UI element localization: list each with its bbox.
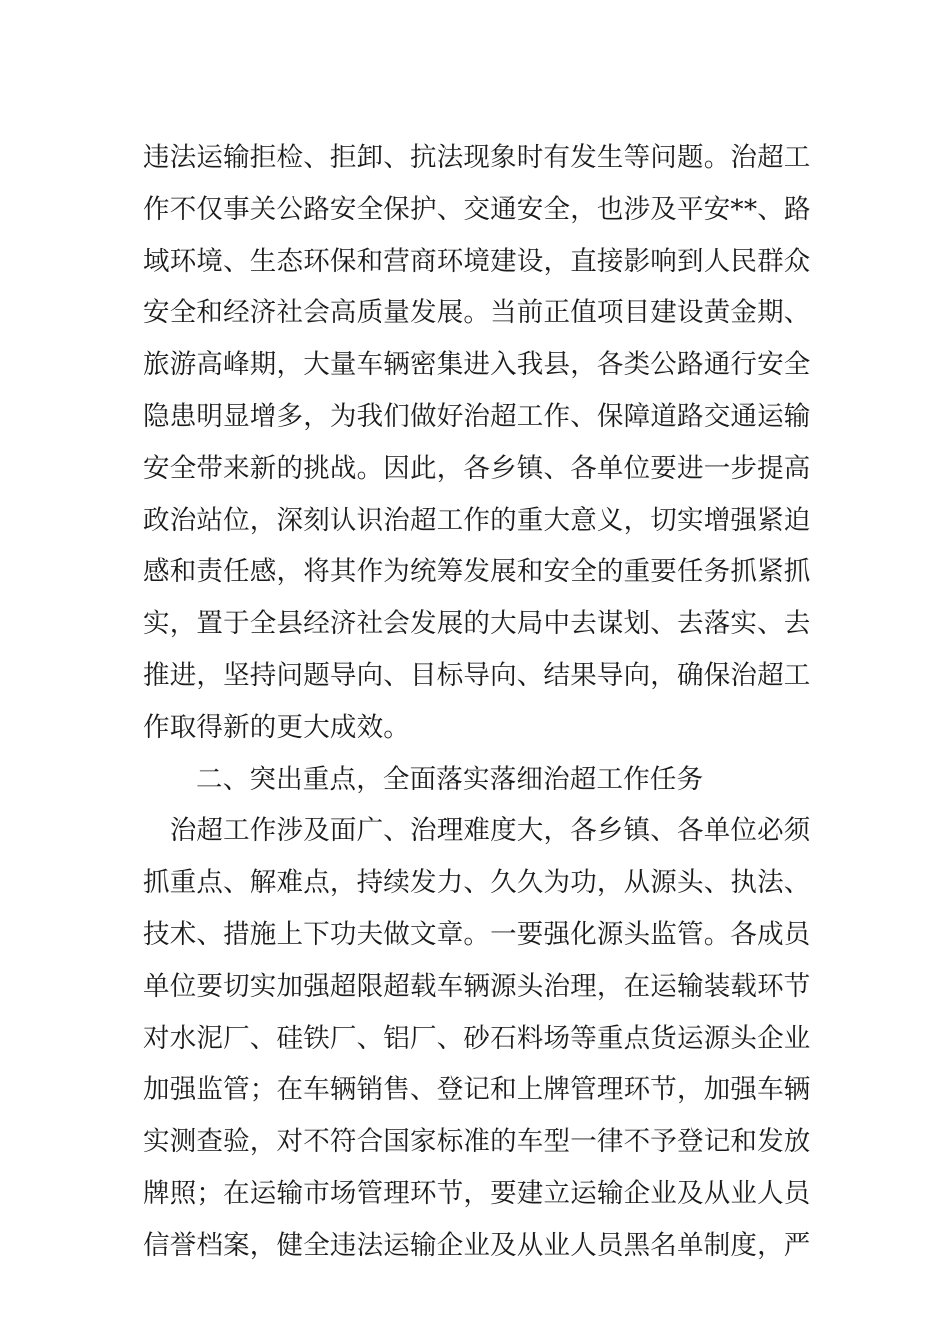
paragraph-line: 实测查验，对不符合国家标准的车型一律不予登记和发放 <box>143 1126 811 1158</box>
section-heading: 二、突出重点，全面落实落细治超工作任务 <box>196 763 704 795</box>
paragraph-line: 感和责任感，将其作为统筹发展和安全的重要任务抓紧抓 <box>143 556 811 588</box>
paragraph-line: 单位要切实加强超限超载车辆源头治理，在运输装载环节 <box>143 970 811 1002</box>
paragraph-line: 政治站位，深刻认识治超工作的重大意义，切实增强紧迫 <box>143 504 811 536</box>
paragraph-line: 加强监管；在车辆销售、登记和上牌管理环节，加强车辆 <box>143 1074 811 1106</box>
paragraph-line: 域环境、生态环保和营商环境建设，直接影响到人民群众 <box>143 245 811 277</box>
paragraph-2 <box>143 805 809 1271</box>
paragraph-line: 技术、措施上下功夫做文章。一要强化源头监管。各成员 <box>143 918 811 950</box>
paragraph-line: 治超工作涉及面广、治理难度大，各乡镇、各单位必须 <box>143 815 811 847</box>
paragraph-line: 违法运输拒检、拒卸、抗法现象时有发生等问题。治超工 <box>143 142 811 173</box>
paragraph-line: 作不仅事关公路安全保护、交通安全，也涉及平安**、路 <box>143 193 811 225</box>
paragraph-line: 隐患明显增多，为我们做好治超工作、保障道路交通运输 <box>143 400 811 432</box>
paragraph-line: 作取得新的更大成效。 <box>143 711 410 743</box>
paragraph-line: 信誉档案，健全违法运输企业及从业人员黑名单制度，严 <box>143 1229 811 1261</box>
paragraph-line: 牌照；在运输市场管理环节，要建立运输企业及从业人员 <box>143 1177 811 1209</box>
paragraph-1 <box>143 132 809 754</box>
paragraph-line: 实，置于全县经济社会发展的大局中去谋划、去落实、去 <box>143 608 811 640</box>
paragraph-line: 安全带来新的挑战。因此，各乡镇、各单位要进一步提高 <box>143 452 811 484</box>
paragraph-line: 抓重点、解难点，持续发力、久久为功，从源头、执法、 <box>143 867 811 899</box>
document-body <box>143 132 809 1272</box>
paragraph-line: 推进，坚持问题导向、目标导向、结果导向，确保治超工 <box>143 659 811 691</box>
paragraph-line: 对水泥厂、硅铁厂、铝厂、砂石料场等重点货运源头企业 <box>143 1022 811 1054</box>
paragraph-line: 旅游高峰期，大量车辆密集进入我县，各类公路通行安全 <box>143 349 811 381</box>
paragraph-line: 安全和经济社会高质量发展。当前正值项目建设黄金期、 <box>143 297 811 329</box>
